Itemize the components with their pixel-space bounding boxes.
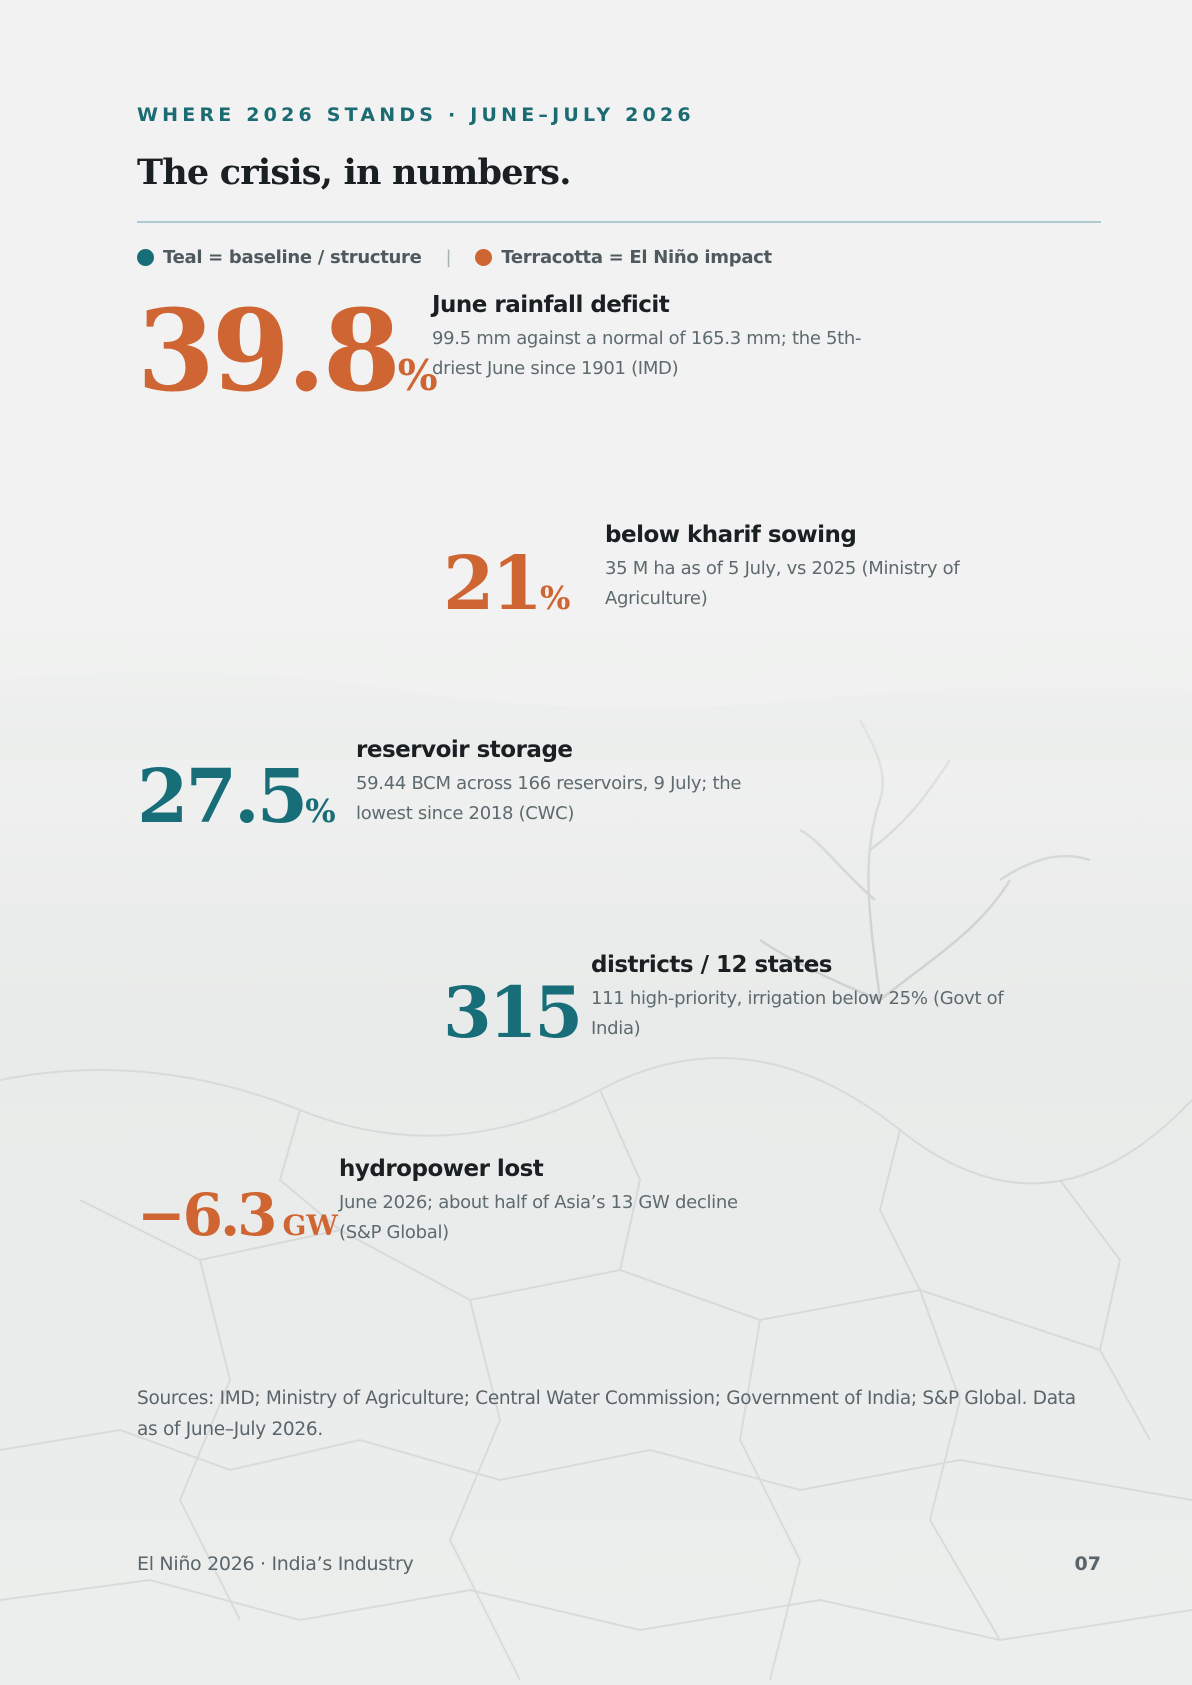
stat-unit: % bbox=[397, 351, 438, 400]
color-legend bbox=[137, 244, 772, 270]
stat-number: 21 bbox=[443, 541, 540, 627]
stat-number: −6.3 bbox=[137, 1181, 275, 1249]
stat-text-districts bbox=[591, 952, 1031, 1044]
stat-value-sowing bbox=[443, 541, 571, 627]
legend-teal-label: Teal = baseline / structure bbox=[163, 246, 422, 268]
stat-text-reservoir bbox=[356, 737, 796, 829]
stat-value-hydropower bbox=[137, 1181, 338, 1249]
stat-text-sowing bbox=[605, 522, 1025, 614]
stat-text-rainfall bbox=[432, 292, 902, 384]
terracotta-dot-icon bbox=[475, 249, 492, 266]
section-eyebrow: WHERE 2026 STANDS · JUNE–JULY 2026 bbox=[137, 104, 695, 126]
teal-dot-icon bbox=[137, 249, 154, 266]
stat-heading: June rainfall deficit bbox=[432, 292, 670, 318]
stat-unit: GW bbox=[282, 1209, 338, 1242]
stat-detail: 111 high-priority, irrigation below 25% (Govt of India) bbox=[591, 988, 1004, 1039]
legend-separator: | bbox=[445, 246, 452, 268]
sources-note: Sources: IMD; Ministry of Agriculture; Central Water Commission; Government of India; S&P Global. Data as of June–July 2026. bbox=[137, 1388, 1076, 1440]
stat-value-reservoir bbox=[137, 754, 336, 840]
stat-heading: hydropower lost bbox=[339, 1156, 544, 1182]
stat-value-districts bbox=[443, 971, 581, 1054]
page-title: The crisis, in numbers. bbox=[137, 152, 571, 193]
legend-terracotta-label: Terracotta = El Niño impact bbox=[501, 246, 772, 268]
stat-text-hydropower bbox=[339, 1156, 779, 1248]
stat-number: 315 bbox=[443, 971, 581, 1054]
stat-number: 39.8 bbox=[137, 286, 398, 417]
stat-detail: 35 M ha as of 5 July, vs 2025 (Ministry of Agriculture) bbox=[605, 558, 960, 609]
stat-heading: below kharif sowing bbox=[605, 522, 857, 548]
stat-value-rainfall bbox=[137, 286, 438, 417]
footer-publication: El Niño 2026 · India’s Industry bbox=[137, 1553, 414, 1575]
stat-number: 27.5 bbox=[137, 754, 306, 840]
stat-heading: reservoir storage bbox=[356, 737, 573, 763]
stat-detail: 59.44 BCM across 166 reservoirs, 9 July; the lowest since 2018 (CWC) bbox=[356, 773, 742, 824]
stat-detail: June 2026; about half of Asia’s 13 GW decline (S&P Global) bbox=[339, 1192, 738, 1243]
stat-heading: districts / 12 states bbox=[591, 952, 832, 978]
page-number: 07 bbox=[1074, 1553, 1101, 1575]
stat-unit: % bbox=[305, 792, 336, 830]
stat-unit: % bbox=[539, 579, 571, 617]
title-divider bbox=[137, 221, 1101, 223]
stat-detail: 99.5 mm against a normal of 165.3 mm; the 5th-driest June since 1901 (IMD) bbox=[432, 328, 862, 379]
